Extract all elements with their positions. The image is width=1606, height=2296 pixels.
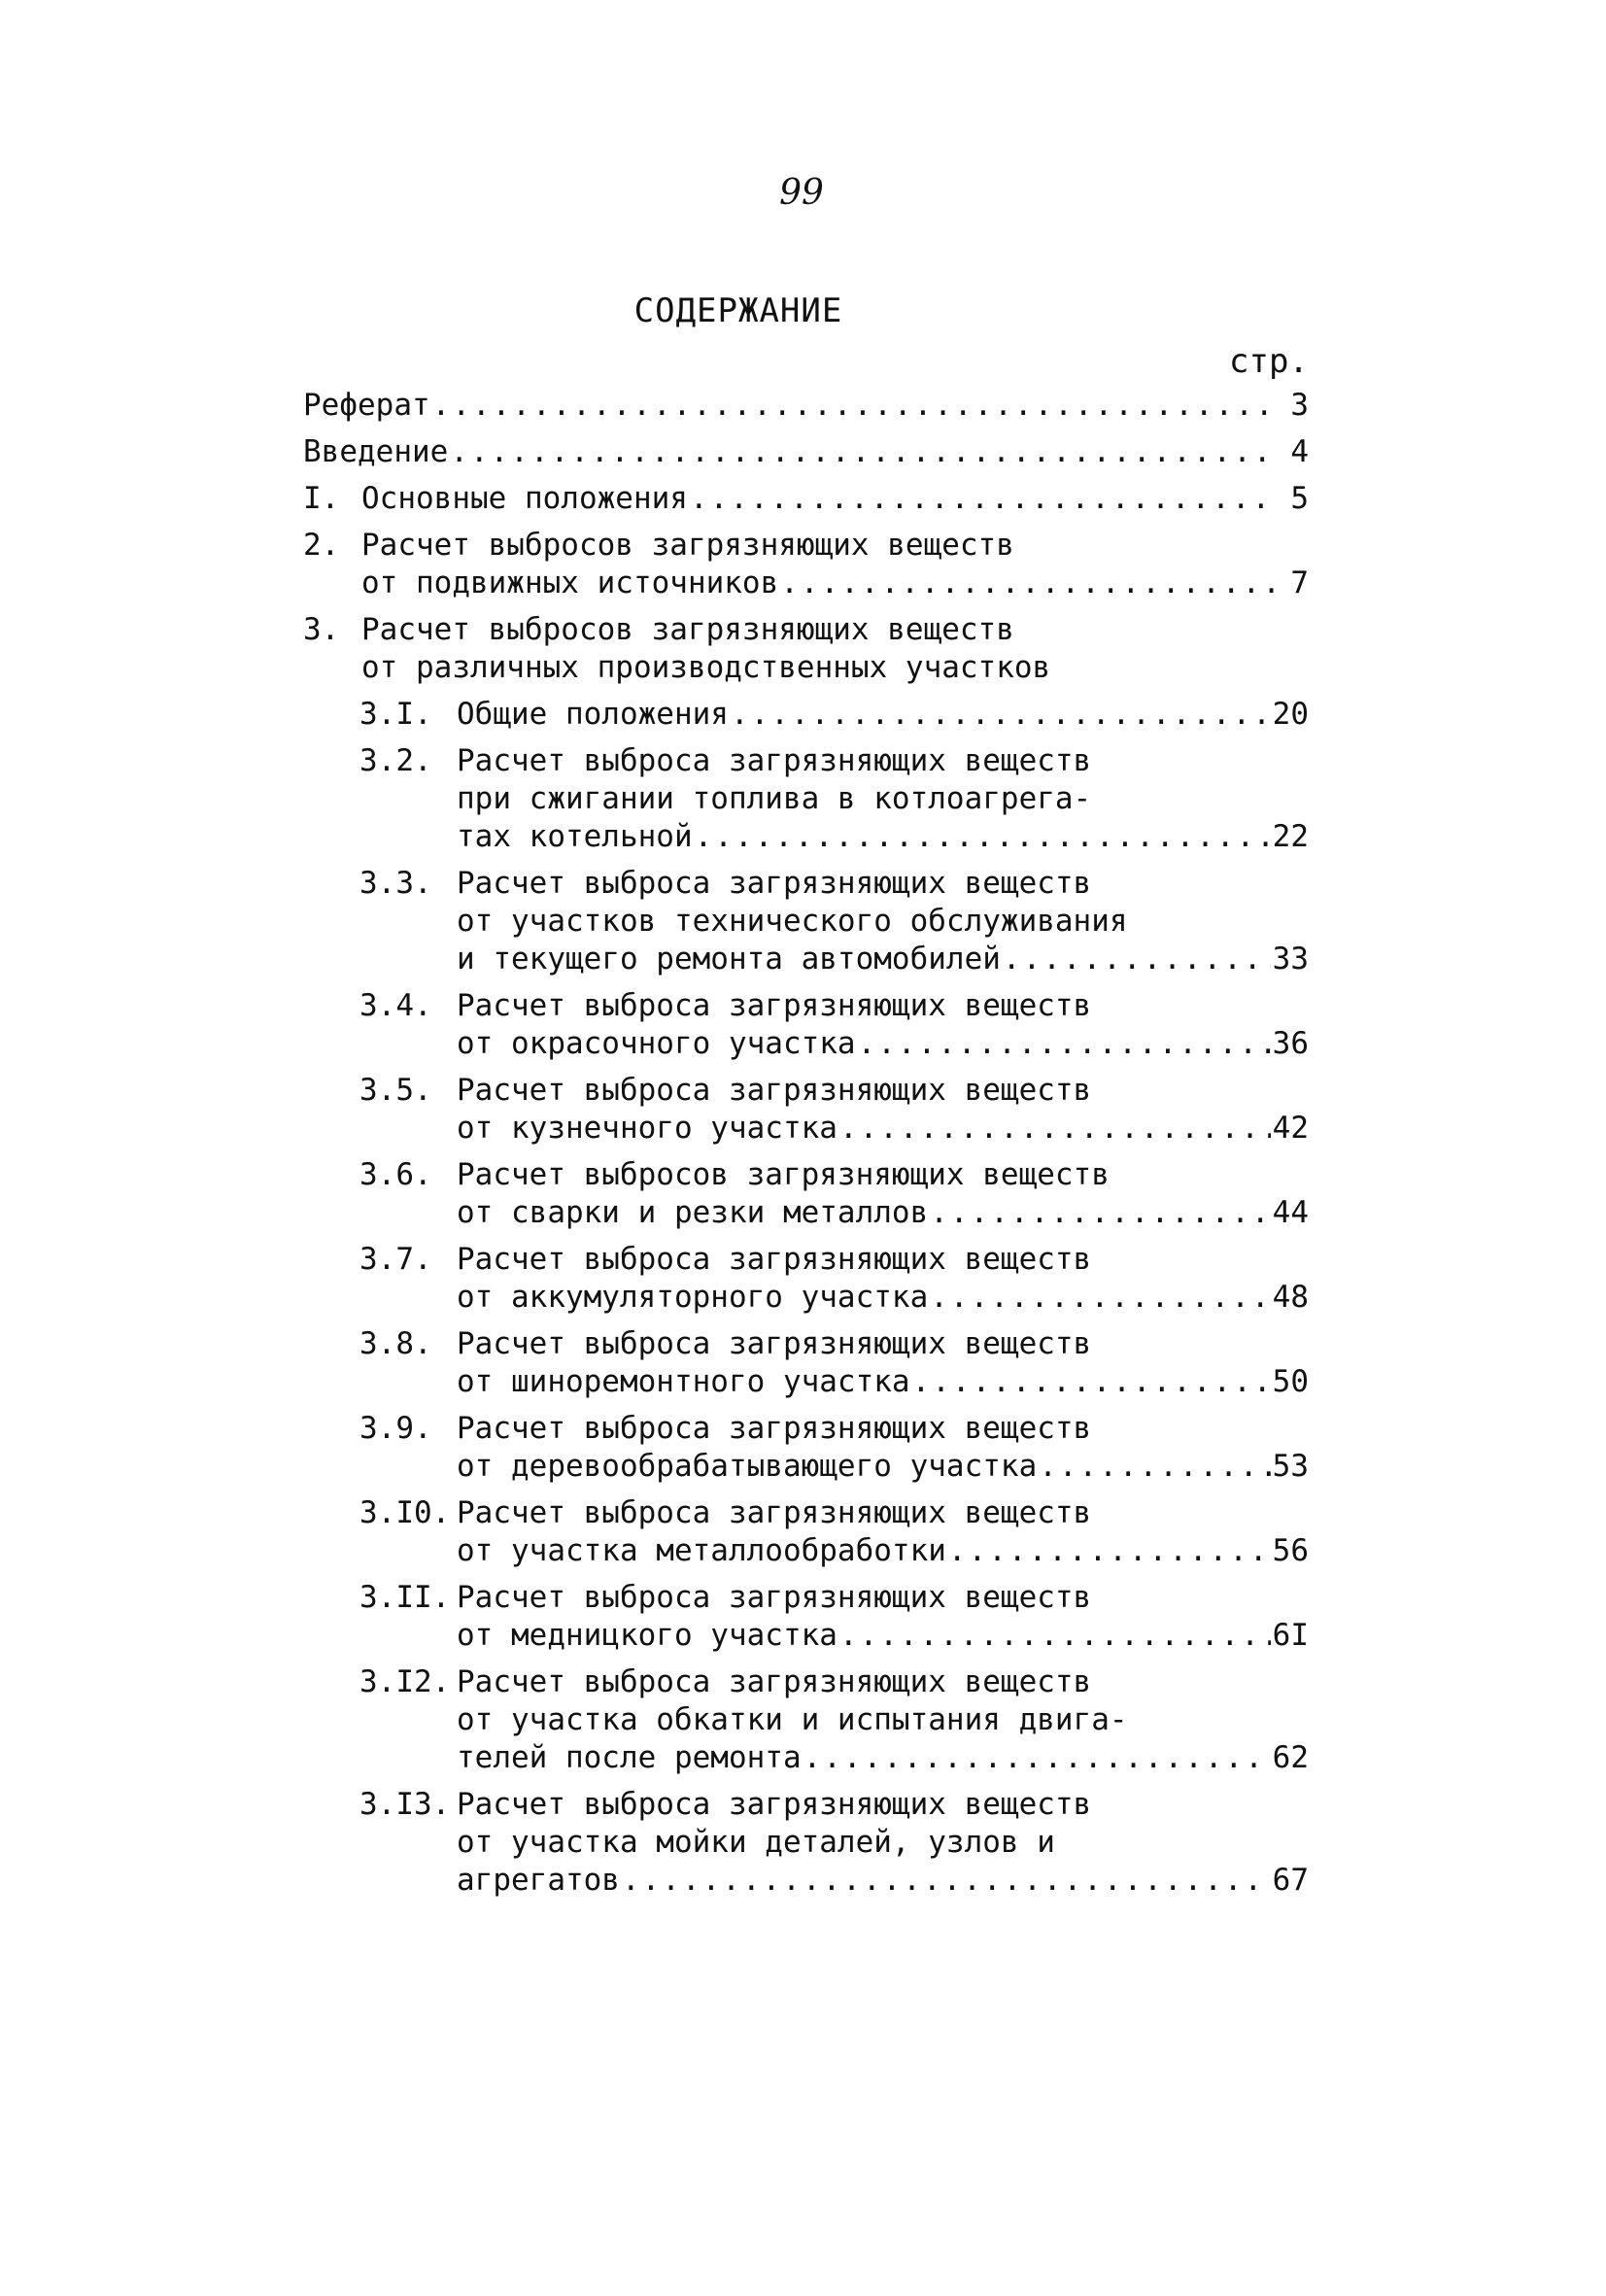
dot-leader: [912, 1363, 1271, 1401]
toc-entry-number: 3.5.: [359, 1073, 432, 1108]
toc-entry-title: Основные положения: [361, 481, 688, 516]
toc-entry-title-line: Расчет выбросов загрязняющих веществ: [361, 612, 1014, 647]
toc-entry-title-line: от участка мойки деталей, узлов и: [457, 1825, 1055, 1860]
dot-leader: [780, 565, 1276, 602]
toc-entry-number: 3.7.: [359, 1242, 432, 1277]
dot-leader: [839, 1110, 1271, 1148]
toc-entry-number: 3.8.: [359, 1326, 432, 1361]
toc-entry-3-1[interactable]: [359, 696, 1309, 734]
toc-entry-page: 62: [1272, 1740, 1309, 1775]
toc-entry-number: 3.3.: [359, 866, 432, 901]
dot-leader: [1003, 941, 1271, 978]
toc-entry-page: 53: [1272, 1449, 1309, 1484]
toc-entry-title-line: от участка металлообработки: [457, 1533, 946, 1568]
toc-entry-title-line: Расчет выбросов загрязняющих веществ: [457, 1157, 1110, 1192]
toc-entry-title-line: Расчет выброса загрязняющих веществ: [457, 1242, 1092, 1277]
dot-leader: [858, 1025, 1271, 1063]
toc-entry-3-10[interactable]: [359, 1494, 1309, 1570]
toc-entry-1[interactable]: [303, 480, 1309, 518]
dot-leader: [432, 387, 1276, 425]
dot-leader: [622, 1862, 1271, 1900]
dot-leader: [803, 1739, 1271, 1777]
toc-entry-title-line: Расчет выброса загрязняющих веществ: [457, 1073, 1092, 1108]
toc-title: СОДЕРЖАНИЕ: [633, 291, 843, 330]
page-number: 99: [779, 173, 824, 213]
toc-entry-3-3[interactable]: [359, 865, 1309, 978]
dot-leader: [839, 1617, 1271, 1655]
toc-entry-number: 3.I.: [359, 697, 432, 732]
toc-entry-title-line: агрегатов: [457, 1863, 620, 1898]
toc-entry-page: 36: [1272, 1026, 1309, 1061]
dot-leader: [731, 696, 1271, 734]
dot-leader: [1039, 1448, 1270, 1486]
toc-entry-3-4[interactable]: [359, 987, 1309, 1063]
toc-entry-title-line: тах котельной: [457, 819, 693, 854]
toc-entry-page: 33: [1272, 942, 1309, 977]
dot-leader: [450, 433, 1276, 471]
toc-entry-number: 3.I2.: [359, 1664, 451, 1699]
toc-entry-page: 6I: [1272, 1618, 1309, 1653]
page-column-label: стр.: [1229, 342, 1309, 381]
toc-entry-title-line: от подвижных источников: [361, 565, 779, 600]
toc-entry-title-line: Расчет выбросов загрязняющих веществ: [361, 528, 1014, 563]
toc-entry-number: 3.9.: [359, 1411, 432, 1446]
toc-entry-3-7[interactable]: [359, 1241, 1309, 1317]
toc-entry-title-line: и текущего ремонта автомобилей: [457, 942, 1001, 977]
toc-entry-title-line: при сжигании топлива в котлоагрега-: [457, 781, 1092, 816]
toc-entry-number: 3.I0.: [359, 1495, 451, 1530]
toc-entry-title-line: Расчет выброса загрязняющих веществ: [457, 743, 1092, 778]
toc-entry-page: 7: [1290, 565, 1309, 600]
toc-entry-title-line: Расчет выброса загрязняющих веществ: [457, 866, 1092, 901]
toc-entry-title-line: Расчет выброса загрязняющих веществ: [457, 1664, 1092, 1699]
dot-leader: [930, 1194, 1270, 1232]
toc-entry-page: 44: [1272, 1195, 1309, 1230]
table-of-contents: [303, 387, 1309, 1908]
toc-entry-title-line: от участка обкатки и испытания двига-: [457, 1702, 1128, 1737]
toc-entry-page: 20: [1272, 697, 1309, 732]
toc-entry-title-line: от аккумуляторного участка: [457, 1280, 929, 1315]
toc-entry-3-12[interactable]: [359, 1663, 1309, 1777]
toc-entry-title-line: Расчет выброса загрязняющих веществ: [457, 1326, 1092, 1361]
toc-entry-title-line: Расчет выброса загрязняющих веществ: [457, 1495, 1092, 1530]
toc-entry-number: 3.4.: [359, 988, 432, 1023]
toc-entry-title-line: от окрасочного участка: [457, 1026, 856, 1061]
toc-entry-3-5[interactable]: [359, 1072, 1309, 1148]
toc-entry-3-11[interactable]: [359, 1579, 1309, 1655]
toc-entry-page: 48: [1272, 1280, 1309, 1315]
toc-entry-3-9[interactable]: [359, 1410, 1309, 1486]
toc-entry-title-line: Расчет выброса загрязняющих веществ: [457, 1787, 1092, 1822]
toc-entry-page: 67: [1272, 1863, 1309, 1898]
toc-entry-page: 42: [1272, 1111, 1309, 1146]
toc-entry-title-line: от сварки и резки металлов: [457, 1195, 929, 1230]
toc-entry-page: 4: [1290, 434, 1309, 469]
toc-entry-page: 3: [1290, 388, 1309, 423]
toc-entry-title-line: Расчет выброса загрязняющих веществ: [457, 988, 1092, 1023]
toc-entry-3-2[interactable]: [359, 742, 1309, 856]
toc-entry-vvedenie[interactable]: [303, 433, 1309, 471]
toc-entry-title: Реферат: [303, 388, 430, 423]
toc-entry-number: I.: [303, 481, 340, 516]
toc-entry-referat[interactable]: [303, 387, 1309, 425]
toc-entry-page: 22: [1272, 819, 1309, 854]
toc-entry-title-line: от шиноремонтного участка: [457, 1364, 910, 1399]
toc-entry-3-8[interactable]: [359, 1325, 1309, 1401]
toc-entry-page: 56: [1272, 1533, 1309, 1568]
toc-entry-title-line: Расчет выброса загрязняющих веществ: [457, 1411, 1092, 1446]
toc-entry-title-line: от кузнечного участка: [457, 1111, 837, 1146]
toc-entry-page: 5: [1290, 481, 1309, 516]
toc-entry-page: 50: [1272, 1364, 1309, 1399]
dot-leader: [948, 1532, 1271, 1570]
toc-entry-3[interactable]: [303, 611, 1309, 687]
toc-entry-number: 3.I3.: [359, 1787, 451, 1822]
toc-entry-title-line: от деревообрабатывающего участка: [457, 1449, 1038, 1484]
toc-entry-title-line: от медницкого участка: [457, 1618, 837, 1653]
toc-entry-number: 3.2.: [359, 743, 432, 778]
toc-entry-3-6[interactable]: [359, 1156, 1309, 1232]
dot-leader: [690, 480, 1276, 518]
dot-leader: [695, 818, 1271, 856]
toc-entry-title: Введение: [303, 434, 449, 469]
toc-entry-title-line: Расчет выброса загрязняющих веществ: [457, 1580, 1092, 1615]
toc-entry-number: 3.: [303, 612, 340, 647]
toc-entry-3-13[interactable]: [359, 1786, 1309, 1900]
toc-entry-title-line: от различных производственных участков: [361, 650, 1051, 685]
toc-entry-number: 2.: [303, 528, 340, 563]
toc-entry-2[interactable]: [303, 527, 1309, 602]
toc-entry-number: 3.II.: [359, 1580, 451, 1615]
toc-entry-title: Общие положения: [457, 697, 729, 732]
toc-entry-title-line: телей после ремонта: [457, 1740, 802, 1775]
toc-entry-number: 3.6.: [359, 1157, 432, 1192]
toc-entry-title-line: от участков технического обслуживания: [457, 904, 1128, 939]
dot-leader: [930, 1279, 1270, 1317]
